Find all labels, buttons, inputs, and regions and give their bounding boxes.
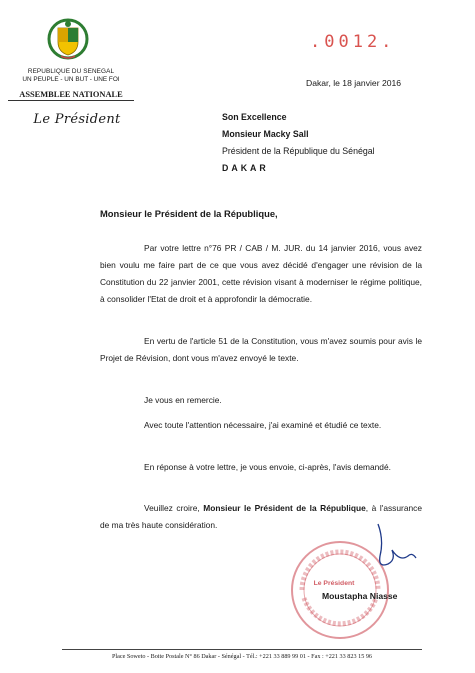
assembly-name: ASSEMBLEE NATIONALE	[8, 90, 134, 101]
signatory-name: Moustapha Niasse	[322, 591, 398, 601]
salutation: Monsieur le Président de la République,	[100, 208, 278, 219]
footer-rule	[62, 649, 422, 650]
national-motto: UN PEUPLE - UN BUT - UNE FOI	[22, 76, 120, 83]
stamp-label: Le Président	[313, 580, 355, 587]
addressee-line-1: Son Excellence	[222, 112, 287, 122]
republic-name: REPUBLIQUE DU SENEGAL	[27, 68, 115, 75]
president-title: Le Président	[33, 112, 121, 127]
addressee-line-2: Monsieur Macky Sall	[222, 129, 309, 139]
paragraph-1: Par votre lettre n°76 PR / CAB / M. JUR. du 14 janvier 2016, vous avez bien voulu me faire part de ce que vous avez décidé d'engager une révision de la Constitution du 22 janvier 2001, cette révision visant à moderniser le régime politique, à consolider l'Etat de droit et à approfondir la démocratie.	[100, 243, 422, 304]
paragraph-2: En vertu de l'article 51 de la Constitution, vous m'avez soumis pour avis le Projet de Révision, dont vous m'avez envoyé le texte.	[100, 336, 422, 363]
addressee-line-3: Président de la République du Sénégal	[222, 146, 375, 156]
closing-start: Veuillez croire,	[144, 503, 204, 513]
closing-bold: Monsieur le Président de la République	[203, 503, 366, 513]
addressee-line-4: DAKAR	[222, 163, 269, 173]
senegal-coat-of-arms-icon	[47, 16, 89, 60]
document-number: .0012.	[310, 32, 396, 52]
handwritten-signature-icon	[370, 520, 420, 575]
footer-address: Place Soweto - Boite Postale N° 86 Dakar - Sénégal - Tél.: +221 33 889 99 01 - Fax : +221 33 823 15 96	[111, 653, 373, 660]
letter-date: Dakar, le 18 janvier 2016	[306, 78, 402, 88]
paragraph-4: Avec toute l'attention nécessaire, j'ai examiné et étudié ce texte.	[144, 420, 382, 430]
closing-end: , à l'assurance de ma très haute considération.	[100, 503, 422, 530]
paragraph-5: En réponse à votre lettre, je vous envoie, ci-après, l'avis demandé.	[144, 462, 391, 472]
paragraph-3: Je vous en remercie.	[144, 395, 222, 405]
